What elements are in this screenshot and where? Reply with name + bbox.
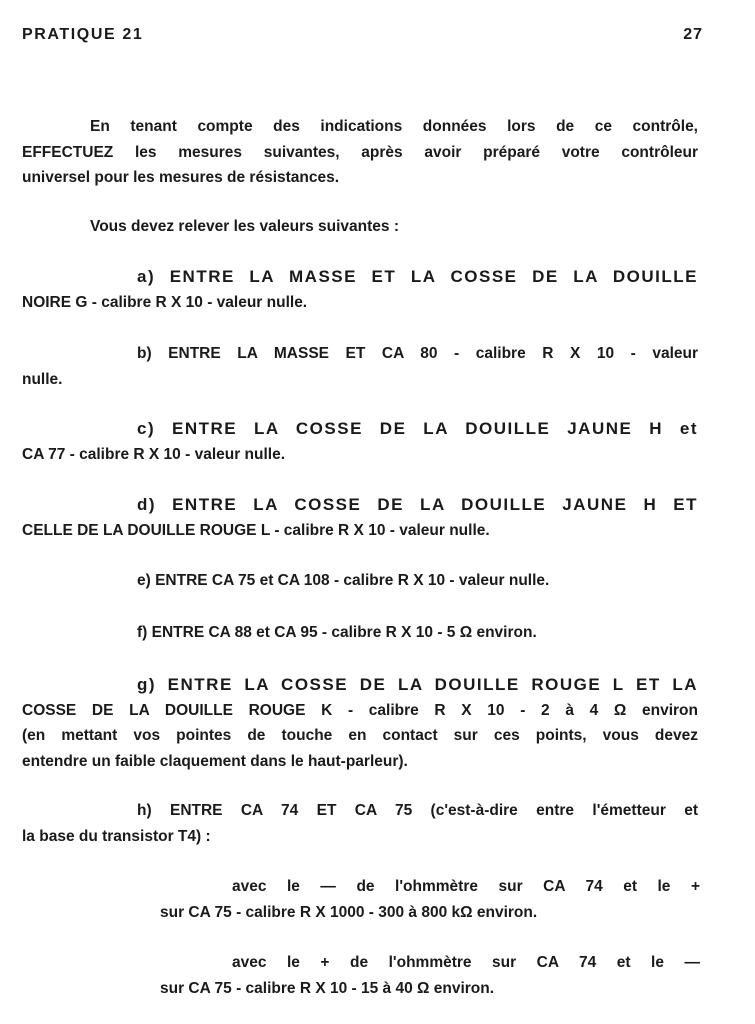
item-b-line-2: nulle. [22,370,63,388]
sub-measure-1-line-1: avec le — de l'ohmmètre sur CA 74 et le + [232,878,700,895]
item-c-line-1: c) ENTRE LA COSSE DE LA DOUILLE JAUNE H et [137,419,698,438]
item-d [22,492,698,543]
item-g-line-2: COSSE DE LA DOUILLE ROUGE K - calibre R X 10 - 2 à 4 Ω environ [22,701,698,719]
intro-line-2: EFFECTUEZ les mesures suivantes, après avoir préparé votre contrôleur [22,143,698,161]
item-f-line: f) ENTRE CA 88 et CA 95 - calibre R X 10 - 5 Ω environ. [137,624,537,641]
page-number: 27 [683,26,703,43]
item-c [22,416,698,467]
item-f [22,620,698,646]
item-g-line-4: entendre un faible claquement dans le haut-parleur). [22,752,408,770]
sub-measure-1 [160,874,700,926]
item-e [22,568,698,594]
item-d-line-2: CELLE DE LA DOUILLE ROUGE L - calibre R X 10 - valeur nulle. [22,521,490,539]
item-a-line-2: NOIRE G - calibre R X 10 - valeur nulle. [22,293,308,311]
intro-paragraph [22,114,698,191]
item-g-line-3: (en mettant vos pointes de touche en contact sur ces points, vous devez [22,727,698,744]
item-h-line-2: la base du transistor T4) : [22,827,211,845]
item-g [22,672,698,774]
sub-measure-2 [160,950,700,1002]
sub-measure-2-line-1: avec le + de l'ohmmètre sur CA 74 et le — [232,954,700,971]
item-g-line-1: g) ENTRE LA COSSE DE LA DOUILLE ROUGE L ET LA [137,675,698,694]
sub-measure-1-line-2: sur CA 75 - calibre R X 1000 - 300 à 800 kΩ environ. [160,904,538,921]
running-header: PRATIQUE 21 [22,26,144,43]
item-h [22,798,698,849]
lead-paragraph [22,214,698,240]
item-e-line: e) ENTRE CA 75 et CA 108 - calibre R X 10 - valeur nulle. [137,572,550,589]
item-c-line-2: CA 77 - calibre R X 10 - valeur nulle. [22,445,286,463]
item-b [22,341,698,392]
item-h-line-1: h) ENTRE CA 74 ET CA 75 (c'est-à-dire entre l'émetteur et [137,802,698,819]
intro-line-3: universel pour les mesures de résistances. [22,169,340,186]
intro-line-1: En tenant compte des indications données lors de ce contrôle, [90,118,698,135]
item-a [22,264,698,315]
item-b-line-1: b) ENTRE LA MASSE ET CA 80 - calibre R X 10 - valeur [137,345,698,362]
lead-line: Vous devez relever les valeurs suivantes : [90,218,400,235]
item-a-line-1: a) ENTRE LA MASSE ET LA COSSE DE LA DOUILLE [137,267,698,286]
item-d-line-1: d) ENTRE LA COSSE DE LA DOUILLE JAUNE H ET [137,495,698,514]
sub-measure-2-line-2: sur CA 75 - calibre R X 10 - 15 à 40 Ω environ. [160,980,495,997]
